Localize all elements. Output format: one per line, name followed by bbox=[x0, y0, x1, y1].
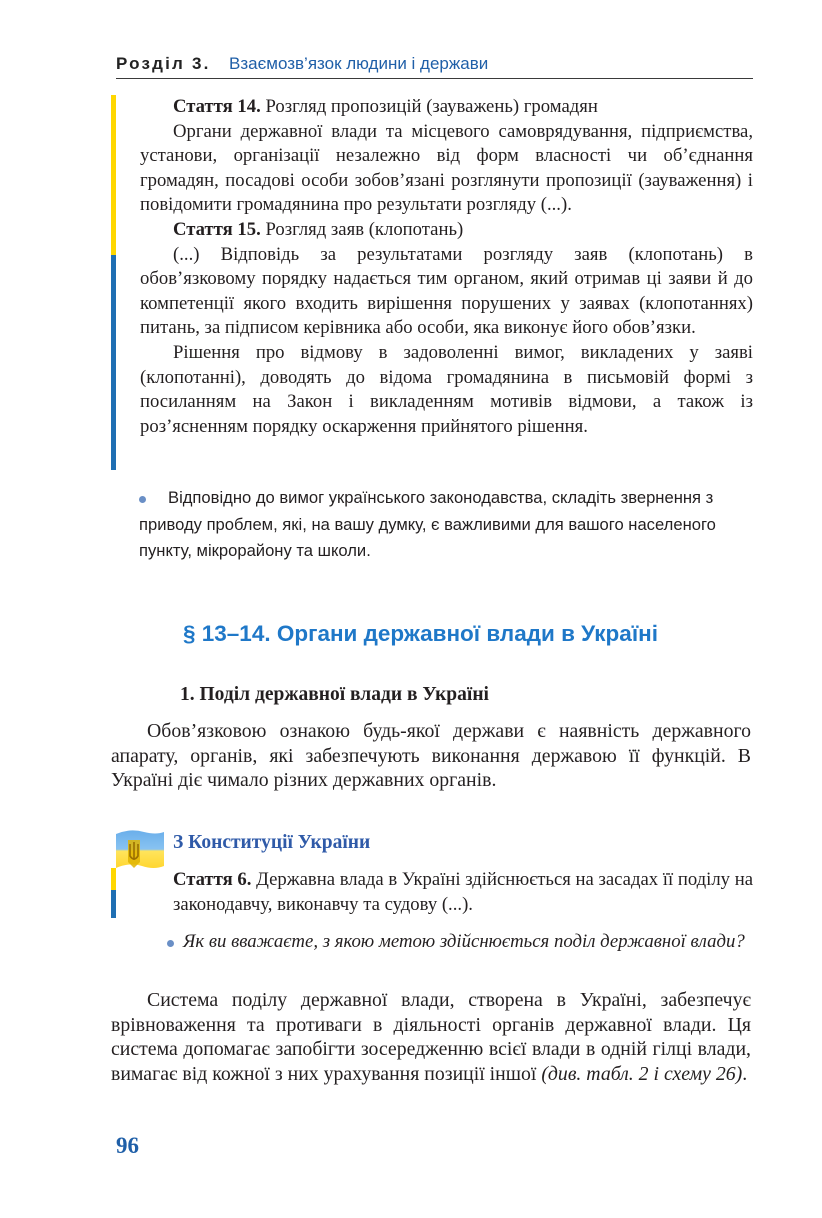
article-15-text-1: (...) Відповідь за результатами розгляду заяв (клопотань) в обов’язковому порядку надається тим органом, який отримав ці заяви й до компетенції якого входить вирішення порушених у заявах (клопотаннях) питань, за підписом керівника або особи, яка виконує його обов’язки. bbox=[140, 243, 753, 339]
article-6-text: Стаття 6. Державна влада в Україні здійснюється на засадах її поділу на законодавчу, виконавчу та судову (...). bbox=[173, 869, 753, 915]
quote-bar bbox=[111, 95, 116, 470]
subheading: 1. Поділ державної влади в Україні bbox=[180, 684, 489, 705]
task-item bbox=[139, 485, 756, 565]
paragraph-title: § 13–14. Органи державної влади в Україні bbox=[183, 621, 658, 646]
constitution-quote-block bbox=[111, 868, 756, 918]
quote-text bbox=[140, 95, 753, 439]
bullet-icon bbox=[167, 940, 174, 947]
table-reference: (див. табл. 2 і схему 26) bbox=[541, 1062, 743, 1085]
article-15-title: Стаття 15. Розгляд заяв (клопотань) bbox=[173, 218, 464, 240]
section-subtitle: Взаємозв’язок людини і держави bbox=[229, 54, 489, 73]
article-15-text-2: Рішення про відмову в задоволенні вимог, викладених у заяві (клопотанні), доводять до відома громадянина в письмовій формі з посиланням на Закон і викладенням мотивів відмови, а також із роз’ясненням порядку оскарження прийнятого рішення. bbox=[140, 341, 753, 437]
body-paragraph-2: Система поділу державної влади, створена в Україні, забезпечує врівноваження та противаги в діяльності органів державної влади. Ця система допомагає запобігти зосередженню всієї влади в одній гілці влади, вимагає від кожної з них урахування позиції іншої (див. табл. 2 і схему 26). bbox=[111, 989, 751, 1085]
section-label: Розділ 3. bbox=[116, 54, 211, 73]
quote-bar bbox=[111, 868, 116, 918]
bullet-icon bbox=[139, 496, 146, 503]
article-14-text: Органи державної влади та місцевого самоврядування, підприємства, установи, організації незалежно від форм власності чи об’єднання громадян, посадові особи зобов’язані розглянути пропозиції (зауваження) і повідомити громадянина про результати розгляду (...). bbox=[140, 120, 753, 216]
article-14-title: Стаття 14. Розгляд пропозицій (зауважень) громадян bbox=[173, 96, 598, 117]
law-quote-block bbox=[111, 95, 756, 470]
constitution-heading: З Конституції України bbox=[173, 832, 371, 853]
question-item bbox=[167, 930, 756, 955]
constitution-quote-text bbox=[173, 868, 753, 917]
question-text: Як ви вважаєте, з якою метою здійснюється поділ державної влади? bbox=[183, 931, 745, 952]
page-number: 96 bbox=[116, 1133, 139, 1158]
body-paragraph-1: Обов’язковою ознакою будь-якої держави є наявність державного апарату, органів, які забезпечують виконання державою її функцій. В Україні діє чимало різних державних органів. bbox=[111, 720, 751, 792]
task-text: Відповідно до вимог українського законодавства, складіть звернення з приводу проблем, які, на вашу думку, є важливими для вашого населеного пункту, мікрорайону та школи. bbox=[139, 488, 716, 560]
running-header bbox=[116, 50, 753, 79]
